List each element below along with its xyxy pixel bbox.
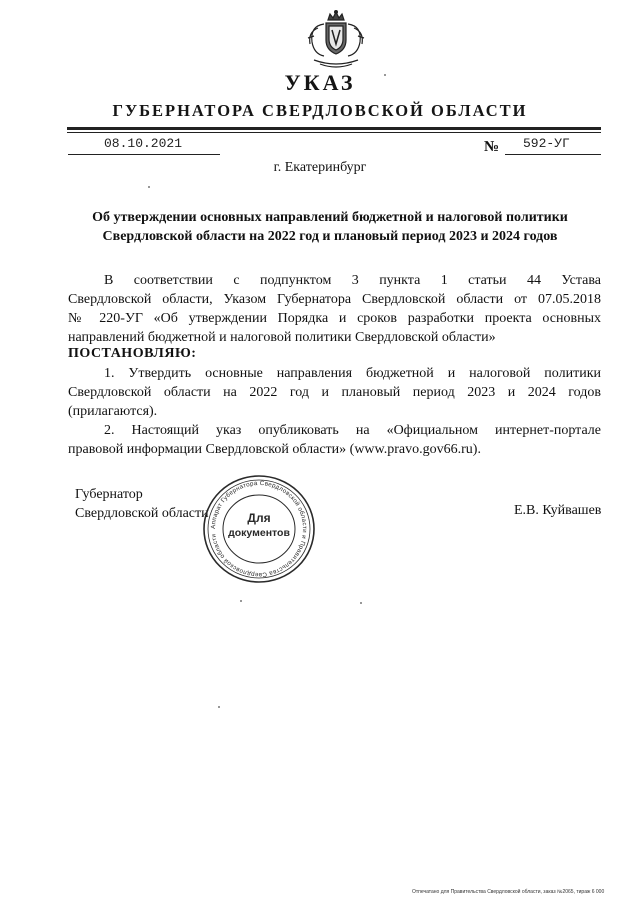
signatory-position: [75, 485, 209, 523]
document-date: 08.10.2021: [104, 136, 183, 151]
item-line: 2. Настоящий указ опубликовать на «Официальном интернет-портале: [104, 423, 601, 438]
scan-speck: [360, 602, 362, 604]
scan-speck: [148, 186, 150, 188]
number-sign: №: [484, 139, 500, 155]
document-type-title: УКАЗ: [284, 70, 356, 95]
heading-line: Об утверждении основных направлений бюджетной и налоговой политики: [92, 210, 568, 225]
scan-speck: [384, 74, 386, 76]
stamp-center-line: документов: [228, 527, 290, 539]
stamp-center-line: Для: [247, 511, 271, 525]
official-stamp: [197, 473, 321, 585]
preamble-paragraph: [68, 271, 601, 347]
item-line: правовой информации Свердловской области» (www.pravo.gov66.ru).: [68, 442, 481, 457]
header-rule-thin: [67, 132, 601, 133]
preamble-line: № 220-УГ «Об утверждении Порядка и сроков разработки проекта основных: [68, 311, 601, 326]
heading-line: Свердловской области на 2022 год и плановый период 2023 и 2024 годов: [102, 229, 558, 244]
preamble-line: направлений бюджетной и налоговой политики Свердловской области»: [68, 330, 496, 345]
preamble-line: В соответствии с подпунктом 3 пункта 1 статьи 44 Устава: [104, 273, 601, 288]
preamble-line: Свердловской области, Указом Губернатора Свердловской области от 07.05.2018: [68, 292, 601, 307]
scan-speck: [240, 600, 242, 602]
item-1-paragraph: [68, 364, 601, 421]
item-line: Свердловской области на 2022 год и плановый период 2023 и 2024 годов: [68, 385, 601, 400]
number-underline: [505, 154, 601, 155]
coat-of-arms-emblem: [300, 10, 372, 70]
document-number: 592-УГ: [523, 136, 570, 151]
print-note: Отпечатано для Правительства Свердловской области, заказ №2065, тираж 6 000: [412, 889, 605, 895]
issuer-title: ГУБЕРНАТОРА СВЕРДЛОВСКОЙ ОБЛАСТИ: [112, 101, 528, 120]
document-city: г. Екатеринбург: [273, 160, 367, 175]
scan-speck: [218, 706, 220, 708]
decree-word: ПОСТАНОВЛЯЮ:: [68, 346, 197, 361]
item-2-paragraph: [68, 421, 601, 459]
position-line: Свердловской области: [75, 506, 209, 521]
item-line: (прилагаются).: [68, 404, 158, 419]
stamp-ring-text: Аппарат Губернатора Свердловской области и Правительства Свердловской области: [209, 479, 309, 579]
position-line: Губернатор: [75, 487, 143, 502]
header-rule-thick: [67, 127, 601, 130]
date-underline: [68, 154, 220, 155]
signatory-name: Е.В. Куйвашев: [514, 503, 602, 518]
document-heading: [60, 208, 600, 246]
item-line: 1. Утвердить основные направления бюджетной и налоговой политики: [104, 366, 601, 381]
